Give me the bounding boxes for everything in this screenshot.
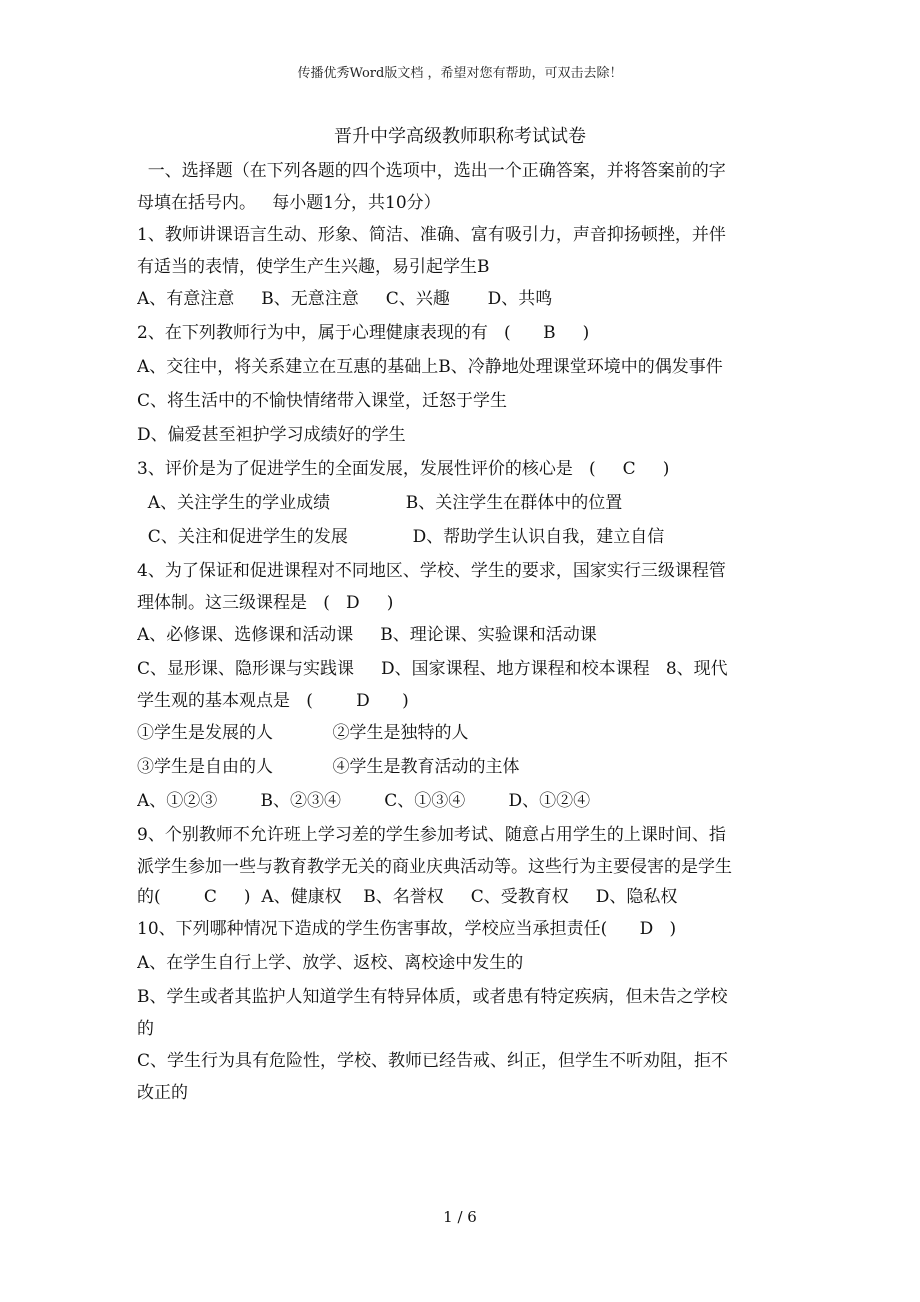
text-line: 10、下列哪种情况下造成的学生伤害事故，学校应当承担责任( D ) — [137, 919, 677, 939]
text-line: C、学生行为具有危险性，学校、教师已经告戒、纠正，但学生不听劝阻，拒不 — [137, 1051, 729, 1071]
text-line: 2、在下列教师行为中，属于心理健康表现的有 ( B ) — [137, 323, 590, 343]
header-note: 传播优秀Word版文档 ，希望对您有帮助，可双击去除！ — [297, 66, 623, 81]
text-line: 学生观的基本观点是 ( D ) — [137, 691, 409, 711]
text-line: A、①②③ B、②③④ C、①③④ D、①②④ — [137, 791, 591, 811]
text-line: 有适当的表情，使学生产生兴趣，易引起学生B — [137, 257, 490, 277]
text-line: 派学生参加一些与教育教学无关的商业庆典活动等。这些行为主要侵害的是学生 — [137, 857, 732, 877]
question-body — [137, 154, 787, 1108]
text-line: B、学生或者其监护人知道学生有特异体质，或者患有特定疾病，但未告之学校 — [137, 987, 728, 1007]
text-line: 1、教师讲课语言生动、形象、简洁、准确、富有吸引力，声音抑扬顿挫，并伴 — [137, 225, 726, 245]
text-line: D、偏爱甚至袒护学习成绩好的学生 — [137, 425, 406, 445]
text-line: A、关注学生的学业成绩 B、关注学生在群体中的位置 — [137, 493, 623, 513]
page-title: 晋升中学高级教师职称考试试卷 — [334, 126, 586, 147]
text-line: A、有意注意 B、无意注意 C、兴趣 D、共鸣 — [137, 289, 553, 309]
page-number: 1 / 6 — [443, 1208, 477, 1226]
text-line: 母填在括号内。 每小题1分，共10分） — [137, 193, 441, 213]
text-line: 改正的 — [137, 1083, 188, 1103]
text-line: C、显形课、隐形课与实践课 D、国家课程、地方课程和校本课程 8、现代 — [137, 659, 728, 679]
text-line: 理体制。这三级课程是 ( D ) — [137, 593, 394, 613]
text-line: 一、选择题（在下列各题的四个选项中，选出一个正确答案，并将答案前的字 — [137, 161, 726, 181]
text-line: ③学生是自由的人 ④学生是教育活动的主体 — [137, 757, 520, 777]
text-line: 的( C ) A、健康权 B、名誉权 C、受教育权 D、隐私权 — [137, 887, 678, 907]
text-line: 的 — [137, 1019, 154, 1039]
text-line: A、交往中，将关系建立在互惠的基础上B、冷静地处理课堂环境中的偶发事件 — [137, 357, 723, 377]
text-line: 9、个别教师不允许班上学习差的学生参加考试、随意占用学生的上课时间、指 — [137, 825, 726, 845]
text-line: A、在学生自行上学、放学、返校、离校途中发生的 — [137, 953, 524, 973]
text-line: A、必修课、选修课和活动课 B、理论课、实验课和活动课 — [137, 625, 597, 645]
text-line: C、将生活中的不愉快情绪带入课堂，迁怒于学生 — [137, 391, 508, 411]
text-line: 4、为了保证和促进课程对不同地区、学校、学生的要求，国家实行三级课程管 — [137, 561, 726, 581]
text-line: ①学生是发展的人 ②学生是独特的人 — [137, 723, 469, 743]
text-line: 3、评价是为了促进学生的全面发展，发展性评价的核心是 ( C ) — [137, 459, 670, 479]
text-line: C、关注和促进学生的发展 D、帮助学生认识自我，建立自信 — [137, 527, 665, 547]
